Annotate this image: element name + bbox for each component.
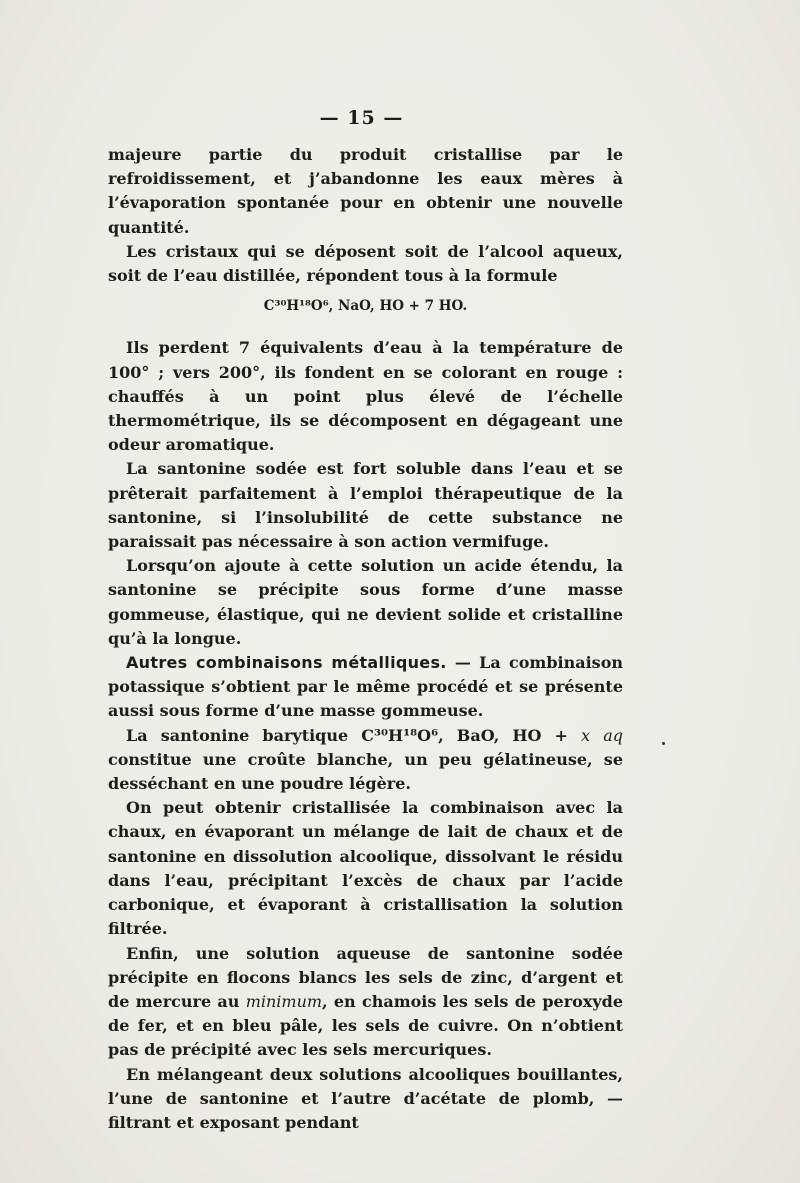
body-text — [108, 143, 623, 1135]
paragraph-water-loss: Ils perdent 7 équivalents d’eau à la température de 100° ; vers 200°, ils fondent en se colorant en rouge : chauffés à un point plus élevé de l’échelle thermométrique, ils se décomposent en dégageant une odeur aromatique. — [108, 338, 623, 455]
paragraph-barytic — [108, 724, 623, 797]
paragraph-other-combinations — [108, 651, 623, 724]
barytic-aq: aq — [603, 725, 623, 745]
barytic-text-b: constitue une croûte blanche, un peu gélatineuse, se desséchant en une poudre légère. — [108, 749, 623, 794]
precipitates-text-b: , en chamois les sels de peroxyde de fer, et en bleu pâle, les sels de cuivre. On n’obtient pas de précipité avec les sels mercuriques. — [108, 991, 624, 1060]
chemical-formula: C³⁰H¹⁸O⁶, NaO, HO + 7 HO. — [263, 298, 468, 315]
minimum-term: minimum — [245, 991, 323, 1011]
precipitates-text-a: Enfin, une solution aqueuse de santonine sodée précipite en flocons blancs les sels de zinc, d’argent et de mercure au — [108, 943, 623, 1011]
section-heading: Autres combinaisons métalliques. — [126, 653, 447, 673]
paragraph-soda-santonin: La santonine sodée est fort soluble dans l’eau et se prêterait parfaitement à l’emploi thérapeutique de la santonine, si l’insolubilité de cette substance ne paraissait pas nécessaire à son action vermifuge. — [108, 459, 623, 552]
paragraph-crystals: Les cristaux qui se déposent soit de l’alcool aqueux, soit de l’eau distillée, répondent tous à la formule — [108, 241, 623, 286]
paragraph-acid: Lorsqu’on ajoute à cette solution un acide étendu, la santonine se précipite sous forme d’une masse gommeuse, élastique, qui ne devient solide et cristalline qu’à la longue. — [108, 556, 623, 648]
paragraph-continuation: majeure partie du produit cristallise par le refroidissement, et j’abandonne les eaux mères à l’évaporation spontanée pour en obtenir une nouvelle quantité. — [108, 145, 623, 237]
paragraph-precipitates — [108, 942, 623, 1063]
paragraph-lead-acetate: En mélangeant deux solutions alcooliques bouillantes, l’une de santonine et l’autre d’acétate de plomb, — filtrant et exposant pendant — [108, 1064, 623, 1132]
barytic-x: x — [581, 725, 591, 745]
section-heading-text: — La combinaison potassique s’obtient par le même procédé et se présente aussi sous forme d’une masse gommeuse. — [108, 653, 623, 721]
paragraph-lime: On peut obtenir cristallisée la combinaison avec la chaux, en évaporant un mélange de lait de chaux et de santonine en dissolution alcoolique, dissolvant le résidu dans l’eau, précipitant l’excès de chaux par l’acide carbonique, et évaporant à cristallisation la solution filtrée. — [108, 798, 623, 939]
barytic-text-a: La santonine barytique C³⁰H¹⁸O⁶, BaO, HO + — [126, 725, 582, 745]
page-number: — 15 — — [319, 107, 404, 129]
margin-mark — [662, 742, 665, 745]
